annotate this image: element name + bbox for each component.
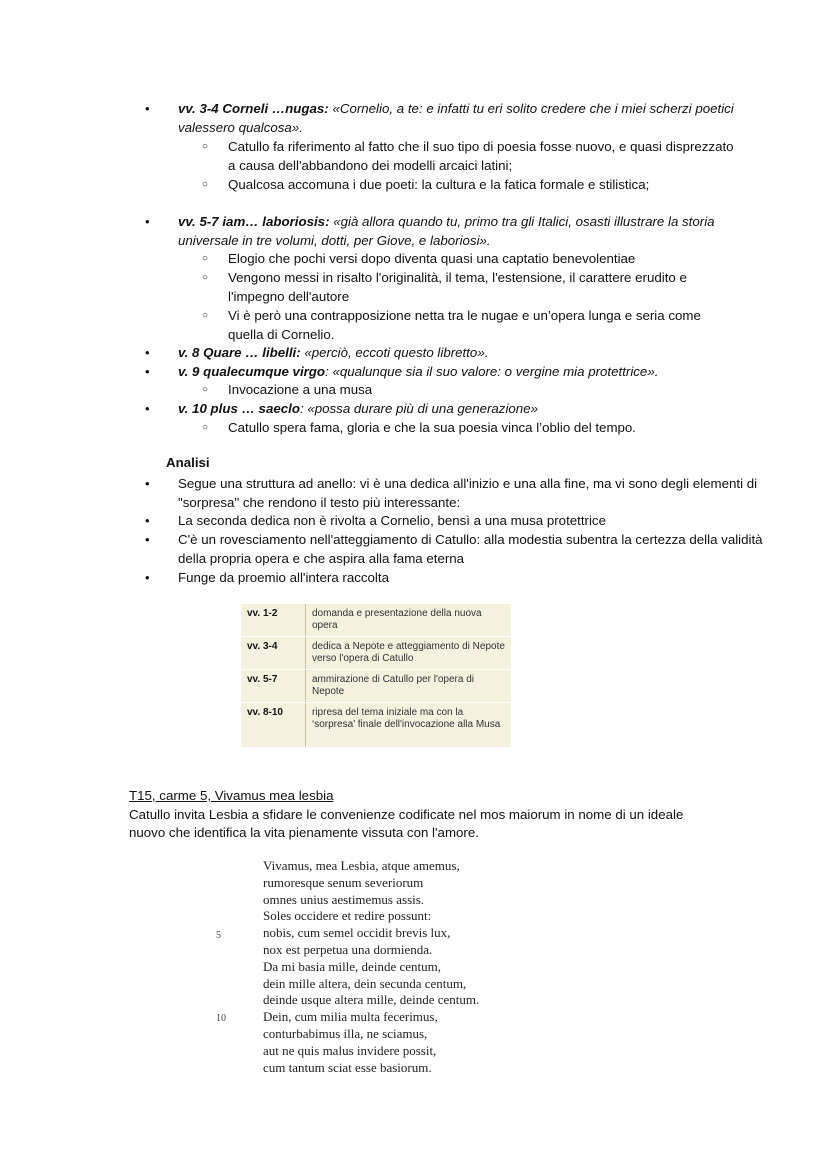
verses-cell: vv. 3-4 <box>241 637 306 670</box>
bullet-v8 <box>150 343 770 362</box>
description-cell: dedica a Nepote e atteggiamento di Nepote verso l'opera di Catullo <box>306 637 512 670</box>
verse-number: 10 <box>216 1013 226 1024</box>
verse-number: 5 <box>216 930 221 941</box>
verses-cell: vv. 8-10 <box>241 703 306 748</box>
poem-line: Dein, cum milia multa fecerimus, <box>263 1009 438 1025</box>
bullet-vv3-4 <box>150 99 770 137</box>
description-cell: ripresa del tema iniziale ma con la ‘sorpresa’ finale dell'invocazione alla Musa <box>306 703 512 748</box>
bullet-v10 <box>150 399 770 418</box>
section-title: T15, carme 5, Vivamus mea lesbia <box>129 788 334 803</box>
bullet-ref: v. 9 qualecumque virgo <box>178 364 326 379</box>
sub-item: ○ Catullo spera fama, gloria e che la sua poesia vinca l’oblio del tempo. <box>200 418 740 437</box>
poem-line: Da mi basia mille, deinde centum, <box>263 958 441 974</box>
sub-item: ○ Vi è però una contrapposizione netta tra le nugae e un’opera lunga e seria come quella di Cornelio. <box>200 306 740 344</box>
description-cell: ammirazione di Catullo per l'opera di Nepote <box>306 670 512 703</box>
bullet-translation: : «possa durare più di una generazione» <box>299 401 538 416</box>
section-intro: Catullo invita Lesbia a sfidare le convenienze codificate nel mos maiorum in nome di un ideale nuovo che identifica la vita pienamente vissuta con l'amore. <box>129 807 684 840</box>
latin-poem <box>263 858 479 1076</box>
bullet-translation: «perciò, eccoti questo libretto». <box>300 345 489 360</box>
bullet-ref: vv. 3-4 Corneli …nugas: <box>178 101 329 116</box>
verses-cell: vv. 5-7 <box>241 670 306 703</box>
poem-line: omnes unius aestimemus assis. <box>263 891 425 907</box>
poem-line: Vivamus, mea Lesbia, atque amemus, <box>263 858 460 873</box>
bullet-translation: «già allora quando tu, primo tra gli Italici, osasti illustrare la storia universale in tre volumi, dotti, per Giove, e laboriosi». <box>178 214 715 248</box>
table-row <box>241 637 511 670</box>
structure-table <box>241 604 511 748</box>
verses-cell: vv. 1-2 <box>241 604 306 637</box>
poem-line: Soles occidere et redire possunt: <box>263 908 432 924</box>
poem-line: dein mille altera, dein secunda centum, <box>263 975 467 991</box>
table-row <box>241 604 511 637</box>
bullet-vv5-7 <box>150 212 770 250</box>
sub-item: ○ Qualcosa accomuna i due poeti: la cultura e la fatica formale e stilistica; <box>200 175 740 194</box>
poem-line: cum tantum sciat esse basiorum. <box>263 1059 432 1075</box>
description-cell: domanda e presentazione della nuova opera <box>306 604 512 637</box>
poem-line: rumoresque senum severiorum <box>263 874 424 890</box>
bullet-v9 <box>150 362 770 381</box>
bullet-translation: : «qualunque sia il suo valore: o vergine mia protettrice». <box>325 364 659 379</box>
analisi-heading: Analisi <box>166 455 210 470</box>
sub-item: ○ Catullo fa riferimento al fatto che il suo tipo di poesia fosse nuovo, e quasi disprezzato a causa dell'abbandono dei modelli arcaici latini; <box>200 137 740 175</box>
bullet-ref: vv. 5-7 iam… laboriosis: <box>178 214 330 229</box>
bullet-ref: v. 8 Quare … libelli: <box>178 345 301 360</box>
sub-item: ○ Vengono messi in risalto l'originalità, il tema, l'estensione, il carattere erudito e l'impegno dell'autore <box>200 268 740 306</box>
table-row <box>241 670 511 703</box>
poem-line: deinde usque altera mille, deinde centum. <box>263 992 480 1008</box>
table-row <box>241 703 511 748</box>
poem-line: nox est perpetua una dormienda. <box>263 941 433 957</box>
analisi-item: • Funge da proemio all'intera raccolta <box>150 568 770 587</box>
sub-item: ○ Invocazione a una musa <box>200 380 740 399</box>
bullet-ref: v. 10 plus … saeclo <box>178 401 300 416</box>
poem-line: nobis, cum semel occidit brevis lux, <box>263 925 451 941</box>
sub-item: ○ Elogio che pochi versi dopo diventa quasi una captatio benevolentiae <box>200 249 740 268</box>
poem-line: conturbabimus illa, ne sciamus, <box>263 1025 428 1041</box>
poem-line: aut ne quis malus invidere possit, <box>263 1042 437 1058</box>
bullet-translation: «Cornelio, a te: e infatti tu eri solito credere che i miei scherzi poetici valessero qualcosa». <box>178 101 734 135</box>
analisi-item: • La seconda dedica non è rivolta a Cornelio, bensì a una musa protettrice <box>150 511 770 530</box>
analisi-item: • Segue una struttura ad anello: vi è una dedica all'inizio e una alla fine, ma vi sono degli elementi di "sorpresa" che rendono il testo più interessante: <box>150 474 770 512</box>
analisi-item: • C'è un rovesciamento nell'atteggiamento di Catullo: alla modestia subentra la certezza della validità della propria opera e che aspira alla fama eterna <box>150 530 770 568</box>
